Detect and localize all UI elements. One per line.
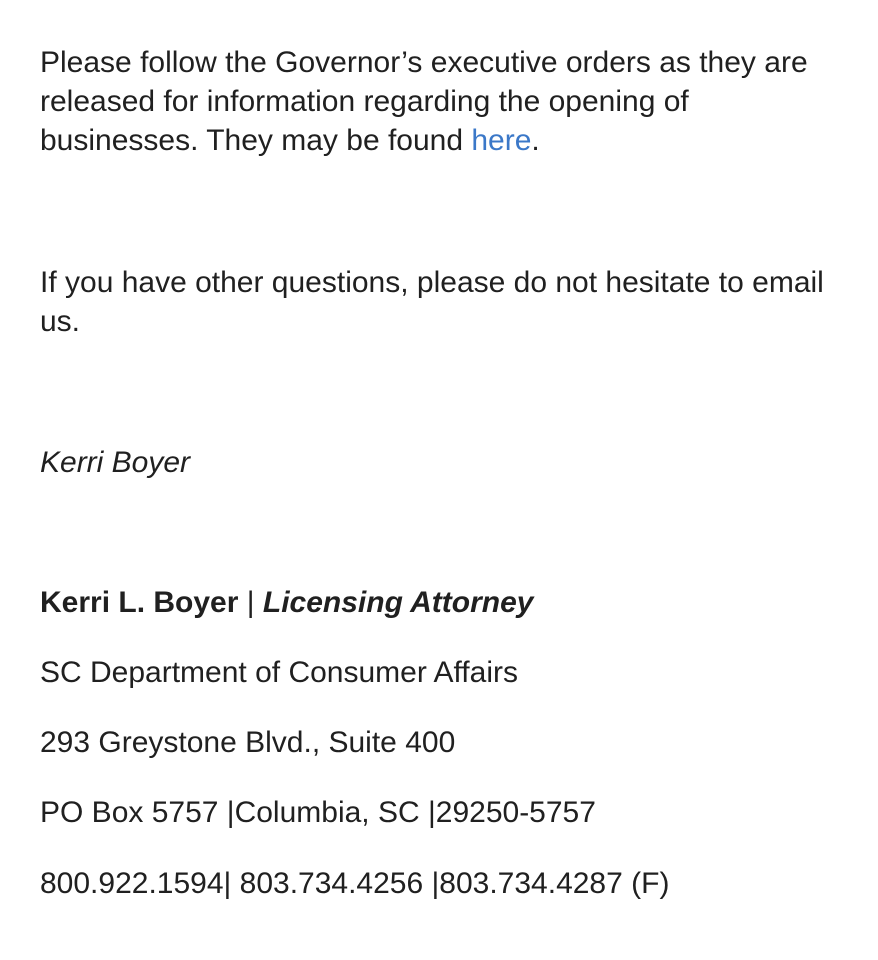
paragraph-executive-orders-period: .: [531, 124, 540, 157]
signature-address-line1: 293 Greystone Blvd., Suite 400: [40, 726, 456, 759]
paragraph-executive-orders-text: Please follow the Governor’s executive orders as they are released for information regarding the opening of businesses. They may be found: [40, 46, 808, 157]
here-link[interactable]: here: [471, 124, 532, 157]
signature-separator: |: [238, 586, 263, 619]
signature-phones: 800.922.1594| 803.734.4256 |803.734.4287 (F): [40, 867, 670, 900]
paragraph-executive-orders: [40, 43, 840, 160]
sign-off-name: Kerri Boyer: [40, 446, 191, 479]
signature-title: Licensing Attorney: [262, 586, 534, 619]
paragraph-questions: If you have other questions, please do not hesitate to email us.: [40, 266, 824, 338]
signature-name: Kerri L. Boyer: [40, 586, 239, 619]
signature-name-line: [40, 583, 533, 622]
signature-department: SC Department of Consumer Affairs: [40, 656, 518, 689]
signature-address-line2: PO Box 5757 |Columbia, SC |29250-5757: [40, 796, 596, 829]
